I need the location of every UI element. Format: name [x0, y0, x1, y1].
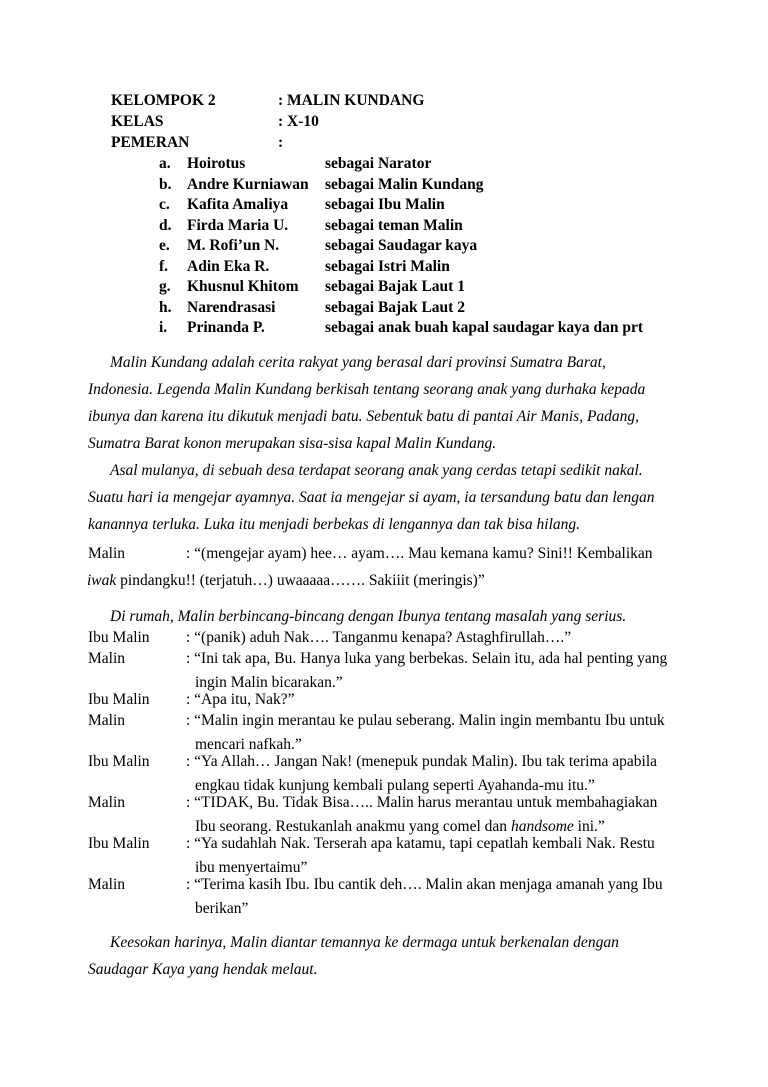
dialogue-line: : “Malin ingin merantau ke pulau seberang. Malin ingin membantu Ibu untuk — [186, 712, 665, 729]
dialogue-line: : “TIDAK, Bu. Tidak Bisa….. Malin harus merantau untuk membahagiakan — [186, 794, 658, 811]
cast-letter: i. — [159, 319, 168, 336]
dialogue-text — [186, 873, 678, 921]
origin-paragraph — [88, 457, 668, 538]
cast-name: Khusnul Khitom — [187, 278, 299, 295]
origin-line: Suatu hari ia mengejar ayamnya. Saat ia mengejar si ayam, ia tersandung batu dan lengan — [88, 489, 655, 506]
italic-word: iwak — [87, 572, 117, 589]
cast-name: Adin Eka R. — [187, 258, 270, 275]
intro-line: Malin Kundang adalah cerita rakyat yang berasal dari provinsi Sumatra Barat, — [110, 354, 606, 371]
dialogue-continuation — [87, 567, 485, 594]
cast-role: sebagai Saudagar kaya — [325, 237, 478, 254]
dialogue-line: mencari nafkah.” — [195, 736, 302, 753]
first-dialogue — [88, 540, 688, 594]
dialogue-speaker: Malin — [88, 794, 126, 811]
cast-role: sebagai Istri Malin — [325, 258, 450, 275]
cast-name: Firda Maria U. — [187, 217, 289, 234]
dialogue-line-end: ini.” — [573, 818, 605, 835]
intro-line: Sumatra Barat konon merupakan sisa-sisa kapal Malin Kundang. — [88, 435, 497, 452]
cast-letter: h. — [159, 299, 172, 316]
cast-name: Prinanda P. — [187, 319, 265, 336]
dialogue-line: pindangku!! (terjatuh…) uwaaaaa……. Sakiiit (meringis)” — [116, 572, 485, 589]
dialogue-speaker: Malin — [88, 712, 126, 729]
dialogue-line: ibu menyertaimu” — [195, 859, 308, 876]
cast-letter: c. — [159, 196, 170, 213]
dialogue-speaker: Malin — [88, 545, 126, 562]
dialogue-speaker: Ibu Malin — [88, 629, 150, 646]
cast-role: sebagai teman Malin — [325, 217, 463, 234]
dialogue-speaker: Malin — [88, 650, 126, 667]
dialogue-line: : “Apa itu, Nak?” — [186, 691, 295, 708]
closing-paragraph — [88, 929, 668, 983]
kelompok-value: : MALIN KUNDANG — [278, 92, 425, 109]
closing-line: Keesokan harinya, Malin diantar temannya ke dermaga untuk berkenalan dengan — [110, 934, 619, 951]
dialogue-line: : “Ya Allah… Jangan Nak! (menepuk pundak Malin). Ibu tak terima apabila — [186, 753, 658, 770]
dialogue-speaker: Ibu Malin — [88, 691, 150, 708]
kelas-value: : X-10 — [278, 113, 319, 130]
cast-name: Kafita Amaliya — [187, 196, 289, 213]
cast-role: sebagai Bajak Laut 1 — [325, 278, 465, 295]
dialogue-line: engkau tidak kunjung kembali pulang seperti Ayahanda-mu itu.” — [195, 777, 595, 794]
cast-name: M. Rofi’un N. — [187, 237, 280, 254]
cast-letter: f. — [159, 258, 169, 275]
italic-word: handsome — [510, 818, 574, 835]
dialogue-line-start: Ibu seorang. Restukanlah anakmu yang comel dan — [195, 818, 511, 835]
cast-role: sebagai Bajak Laut 2 — [325, 299, 465, 316]
dialogue-speaker: Ibu Malin — [88, 753, 150, 770]
dialogue-line: : “(mengejar ayam) hee… ayam…. Mau kemana kamu? Sini!! Kembalikan — [186, 545, 653, 562]
dialogue-line: : “(panik) aduh Nak…. Tanganmu kenapa? Astaghfirullah….” — [186, 629, 572, 646]
origin-line: kanannya terluka. Luka itu menjadi berbekas di lengannya dan tak bisa hilang. — [88, 516, 581, 533]
kelompok-label: KELOMPOK 2 — [111, 92, 216, 109]
intro-paragraph — [88, 349, 668, 457]
cast-letter: g. — [159, 278, 171, 295]
origin-line: Asal mulanya, di sebuah desa terdapat seorang anak yang cerdas tetapi sedikit nakal. — [110, 462, 643, 479]
scene-direction: Di rumah, Malin berbincang-bincang dengan Ibunya tentang masalah yang serius. — [110, 608, 627, 625]
cast-name: Andre Kurniawan — [187, 176, 309, 193]
intro-line: ibunya dan karena itu dikutuk menjadi batu. Sebentuk batu di pantai Air Manis, Padang, — [88, 408, 640, 425]
cast-name: Hoirotus — [187, 155, 246, 172]
cast-name: Narendrasasi — [187, 299, 276, 316]
cast-letter: e. — [159, 237, 170, 254]
dialogue-text — [186, 540, 686, 567]
cast-letter: b. — [159, 176, 172, 193]
cast-letter: d. — [159, 217, 172, 234]
cast-role: sebagai anak buah kapal saudagar kaya dan prt — [325, 319, 644, 336]
dialogue-line: : “Ya sudahlah Nak. Terserah apa katamu, tapi cepatlah kembali Nak. Restu — [186, 835, 655, 852]
dialogue-line: : “Terima kasih Ibu. Ibu cantik deh…. Malin akan menjaga amanah yang Ibu — [186, 876, 663, 893]
cast-role: sebagai Malin Kundang — [325, 176, 484, 193]
dialogue-line: : “Ini tak apa, Bu. Hanya luka yang berbekas. Selain itu, ada hal penting yang — [186, 650, 668, 667]
dialogue-speaker: Ibu Malin — [88, 835, 150, 852]
kelas-label: KELAS — [111, 113, 164, 130]
dialogue-line: berikan” — [195, 900, 249, 917]
dialogue-speaker: Malin — [88, 876, 126, 893]
pemeran-label: PEMERAN — [111, 134, 190, 151]
intro-line: Indonesia. Legenda Malin Kundang berkisah tentang seorang anak yang durhaka kepada — [88, 381, 646, 398]
cast-letter: a. — [159, 155, 171, 172]
cast-role: sebagai Ibu Malin — [325, 196, 445, 213]
pemeran-value: : — [278, 134, 284, 151]
dialogue-line: ingin Malin bicarakan.” — [195, 674, 343, 691]
closing-line: Saudagar Kaya yang hendak melaut. — [88, 961, 318, 978]
cast-role: sebagai Narator — [325, 155, 432, 172]
